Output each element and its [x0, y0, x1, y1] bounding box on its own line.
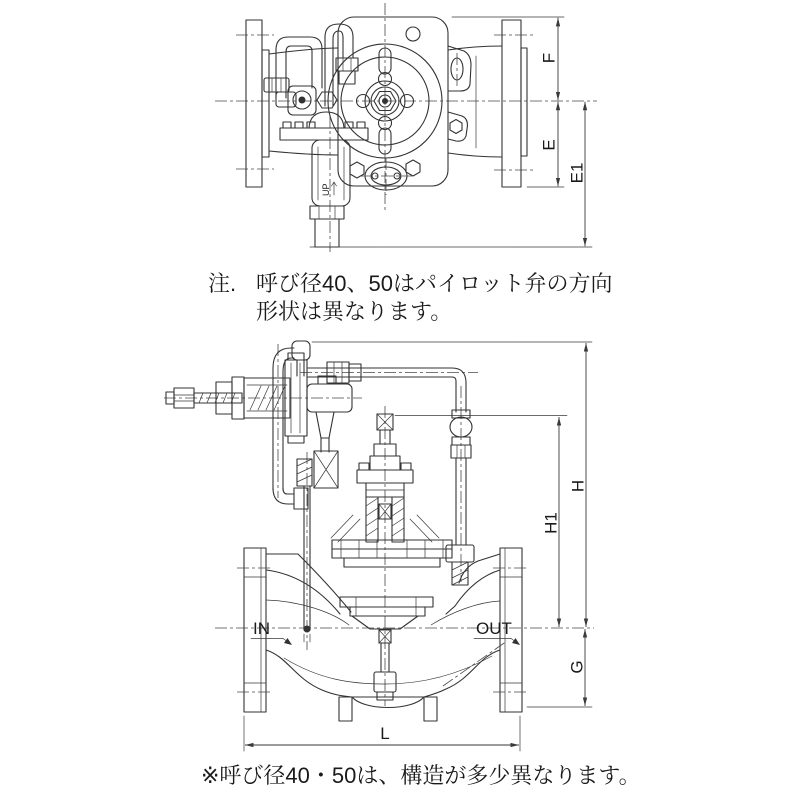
dimension-label-h: H	[568, 479, 588, 493]
pilot-assembly-top-view	[264, 24, 358, 128]
strainer-up-label: UP	[321, 183, 331, 196]
dimension-label-e1: E1	[567, 162, 587, 184]
port-labels	[251, 619, 520, 645]
outlet-flange-top-view	[494, 20, 534, 187]
top-view-centerlines	[215, 3, 597, 252]
note-top-line2: 形状は異なります。	[256, 299, 453, 324]
dimension-label-e: E	[539, 139, 559, 151]
note-bottom	[201, 763, 641, 788]
top-view	[215, 3, 597, 252]
note-bottom-text: ※呼び径40・50は、構造が多少異なります。	[201, 763, 641, 788]
inlet-flange-top-view	[236, 20, 274, 187]
dimension-label-g: G	[567, 660, 587, 674]
pilot-fittings	[297, 451, 338, 488]
outlet-label: OUT	[476, 619, 512, 638]
flow-arrow-icon	[332, 182, 337, 195]
dimension-label-f: F	[539, 52, 559, 64]
bottom-view-centerlines	[164, 344, 594, 706]
main-valve-bonnet-section	[331, 414, 452, 700]
strainer-top-view	[280, 122, 368, 247]
outlet-sensing-pipe	[308, 362, 474, 585]
note-top	[208, 271, 613, 324]
up-flow-marking	[321, 182, 337, 196]
dimension-label-l: L	[380, 724, 390, 743]
note-top-prefix: 注.	[208, 271, 237, 296]
dimension-label-h1: H1	[541, 512, 561, 534]
inlet-label: IN	[253, 619, 270, 638]
bottom-view-dimensions	[244, 342, 592, 751]
bottom-view	[164, 341, 594, 751]
top-view-dimensions	[310, 17, 592, 247]
pilot-supply-pipe	[273, 341, 310, 509]
note-top-line1: 呼び径40、50はパイロット弁の方向	[256, 271, 613, 296]
